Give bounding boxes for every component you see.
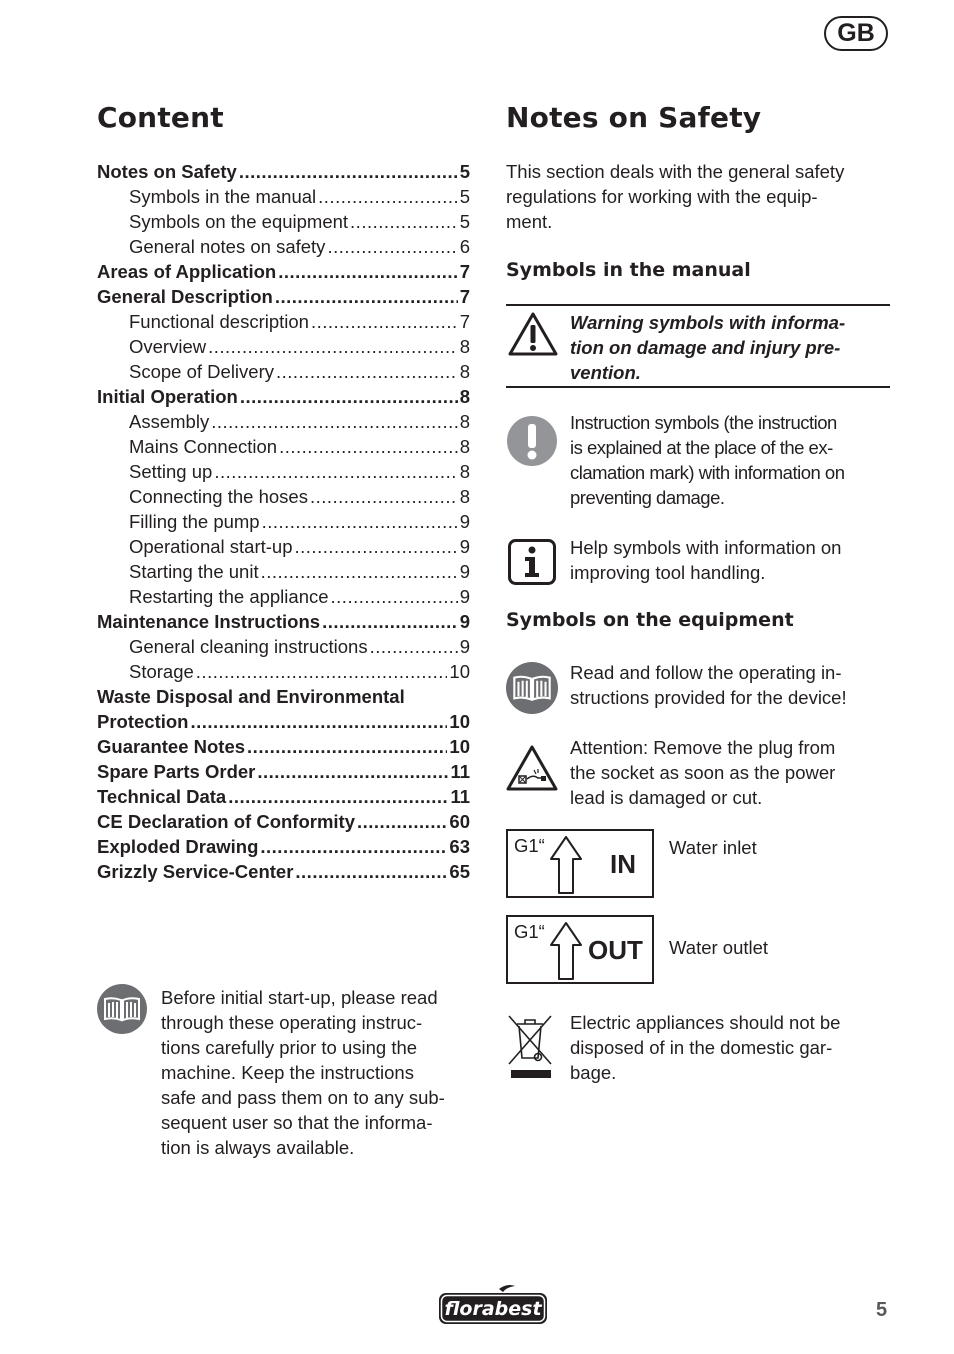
thread-size-label: G1“ (514, 921, 545, 942)
toc-entry (97, 659, 470, 684)
toc-entry (97, 584, 470, 609)
toc-page-number: 8 (459, 486, 470, 507)
toc-entry (97, 209, 470, 234)
toc-entry-title: Grizzly Service-Center (97, 861, 294, 882)
svg-text:florabest: florabest (444, 1298, 542, 1320)
toc-entry-title: Storage (129, 661, 194, 682)
arrow-up-icon (548, 835, 584, 895)
toc-entry-title: Symbols on the equipment (129, 211, 349, 232)
outlet-label: OUT (588, 935, 643, 965)
toc-page-number: 7 (459, 286, 470, 307)
toc-entry-title: General cleaning instructions (129, 636, 368, 657)
toc-page-number: 8 (459, 336, 470, 357)
toc-page-number: 11 (450, 786, 470, 807)
toc-entry-title: Mains Connection (129, 436, 278, 457)
toc-entry (97, 384, 470, 409)
divider (506, 304, 890, 306)
toc-page-number: 10 (449, 736, 470, 757)
toc-entry-title: Connecting the hoses (129, 486, 308, 507)
water-inlet-symbol (506, 829, 654, 898)
toc-page-number: 9 (459, 611, 470, 632)
toc-page-number: 5 (459, 161, 470, 182)
warning-symbol-text: Warning symbols with informa- tion on damage and injury pre- vention. (570, 312, 846, 383)
toc-page-number: 8 (459, 386, 470, 407)
toc-dot-leader (228, 784, 448, 809)
toc-dot-leader (310, 484, 458, 509)
toc-entry (97, 359, 470, 384)
info-icon (508, 539, 556, 590)
table-of-contents (97, 159, 470, 884)
toc-dot-leader (240, 384, 458, 409)
help-symbol-text: Help symbols with information on improving tool handling. (570, 537, 842, 583)
thread-size-label: G1“ (514, 835, 545, 856)
toc-entry-title: Technical Data (97, 786, 227, 807)
toc-entry-title: Protection (97, 711, 189, 732)
toc-page-number: 9 (459, 561, 470, 582)
toc-dot-leader (357, 809, 447, 834)
toc-entry (97, 684, 470, 709)
divider (506, 386, 890, 388)
toc-dot-leader (295, 534, 458, 559)
toc-page-number: 6 (459, 236, 470, 257)
toc-entry (97, 559, 470, 584)
toc-dot-leader (261, 559, 458, 584)
toc-entry (97, 534, 470, 559)
toc-entry-title: Setting up (129, 461, 213, 482)
toc-entry-title: Notes on Safety (97, 161, 237, 182)
safety-title: Notes on Safety (506, 101, 762, 134)
toc-dot-leader (276, 359, 458, 384)
toc-page-number: 8 (459, 436, 470, 457)
toc-dot-leader (260, 834, 447, 859)
toc-dot-leader (214, 459, 457, 484)
toc-entry (97, 309, 470, 334)
book-icon (506, 662, 558, 719)
toc-dot-leader (239, 159, 458, 184)
toc-page-number: 5 (459, 186, 470, 207)
toc-entry (97, 859, 470, 884)
toc-entry-title: Scope of Delivery (129, 361, 274, 382)
toc-dot-leader (331, 584, 458, 609)
toc-entry-title: CE Declaration of Conformity (97, 811, 355, 832)
toc-page-number: 9 (459, 636, 470, 657)
toc-page-number: 8 (459, 361, 470, 382)
brand-logo (437, 1283, 549, 1327)
toc-entry (97, 234, 470, 259)
disposal-symbol-text: Electric appliances should not be disposed of in the domestic gar- bage. (570, 1012, 841, 1083)
toc-entry (97, 434, 470, 459)
book-icon (97, 984, 147, 1039)
toc-entry-title: Maintenance Instructions (97, 611, 321, 632)
toc-entry-title: Assembly (129, 411, 210, 432)
toc-entry (97, 734, 470, 759)
toc-entry-title: General Description (97, 286, 273, 307)
toc-page-number: 60 (449, 811, 470, 832)
crossed-bin-icon (505, 1012, 555, 1085)
toc-entry-title: Restarting the appliance (129, 586, 329, 607)
toc-entry-title: Exploded Drawing (97, 836, 259, 857)
toc-dot-leader (196, 659, 448, 684)
toc-page-number: 9 (459, 536, 470, 557)
toc-dot-leader (247, 734, 447, 759)
toc-entry (97, 459, 470, 484)
toc-dot-leader (190, 709, 447, 734)
toc-entry (97, 784, 470, 809)
toc-dot-leader (318, 184, 458, 209)
toc-entry (97, 834, 470, 859)
toc-dot-leader (311, 309, 458, 334)
toc-entry (97, 759, 470, 784)
toc-dot-leader (211, 409, 458, 434)
toc-page-number: 63 (449, 836, 470, 857)
warning-triangle-icon (507, 311, 559, 362)
equipment-symbols-heading: Symbols on the equipment (506, 609, 794, 631)
unplug-warning-icon (505, 744, 559, 797)
toc-entry (97, 259, 470, 284)
toc-entry (97, 809, 470, 834)
unplug-symbol-text: Attention: Remove the plug from the socket as soon as the power lead is damaged or cut. (570, 737, 836, 808)
read-manual-symbol-text: Read and follow the operating in- structions provided for the device! (570, 662, 847, 708)
toc-entry (97, 409, 470, 434)
toc-entry (97, 609, 470, 634)
toc-entry-title: Guarantee Notes (97, 736, 246, 757)
toc-entry (97, 634, 470, 659)
language-badge: GB (824, 16, 888, 51)
toc-page-number: 8 (459, 411, 470, 432)
toc-entry-title: Waste Disposal and Environmental (97, 686, 405, 707)
toc-entry-title: Areas of Application (97, 261, 277, 282)
toc-entry-title: Initial Operation (97, 386, 238, 407)
manual-symbols-heading: Symbols in the manual (506, 259, 751, 281)
toc-page-number: 7 (459, 311, 470, 332)
page-number: 5 (876, 1299, 888, 1321)
toc-dot-leader (275, 284, 458, 309)
toc-dot-leader (208, 334, 458, 359)
arrow-up-icon (548, 921, 584, 981)
toc-entry (97, 334, 470, 359)
water-outlet-text: Water outlet (669, 937, 769, 958)
toc-entry (97, 284, 470, 309)
toc-entry-title: Filling the pump (129, 511, 260, 532)
toc-dot-leader (279, 434, 458, 459)
toc-entry-title: Operational start-up (129, 536, 293, 557)
toc-dot-leader (262, 509, 458, 534)
toc-page-number: 8 (459, 461, 470, 482)
instruction-symbol-text: Instruction symbols (the instruction is explained at the place of the ex- clamation mark) with information on preventing damage. (570, 412, 845, 508)
toc-entry (97, 509, 470, 534)
exclamation-icon (507, 416, 557, 471)
safety-intro: This section deals with the general safety regulations for working with the equip- ment. (506, 161, 845, 232)
toc-entry-title: Symbols in the manual (129, 186, 317, 207)
toc-page-number: 65 (449, 861, 470, 882)
toc-entry-title: General notes on safety (129, 236, 326, 257)
toc-page-number: 9 (459, 586, 470, 607)
toc-entry-title: Overview (129, 336, 207, 357)
toc-dot-leader (327, 234, 457, 259)
toc-dot-leader (370, 634, 458, 659)
toc-page-number: 11 (450, 761, 470, 782)
toc-entry-title: Spare Parts Order (97, 761, 256, 782)
toc-dot-leader (257, 759, 448, 784)
content-title: Content (97, 101, 224, 134)
toc-entry (97, 484, 470, 509)
toc-entry (97, 709, 470, 734)
toc-dot-leader (322, 609, 458, 634)
water-inlet-text: Water inlet (669, 837, 757, 858)
toc-page-number: 9 (459, 511, 470, 532)
toc-entry-title: Starting the unit (129, 561, 259, 582)
toc-dot-leader (350, 209, 458, 234)
inlet-label: IN (610, 849, 636, 879)
toc-page-number: 5 (459, 211, 470, 232)
toc-entry (97, 159, 470, 184)
toc-dot-leader (278, 259, 458, 284)
toc-entry (97, 184, 470, 209)
toc-entry-title: Functional description (129, 311, 309, 332)
toc-page-number: 10 (449, 711, 470, 732)
water-outlet-symbol (506, 915, 654, 984)
toc-page-number: 10 (449, 661, 470, 682)
toc-page-number: 7 (459, 261, 470, 282)
toc-dot-leader (295, 859, 447, 884)
read-instructions-note: Before initial start-up, please read through these operating instruc- tions carefully prior to using the machine. Keep the instructions safe and pass them on to any sub- sequent user so that the informa- tion is always available. (161, 987, 445, 1158)
